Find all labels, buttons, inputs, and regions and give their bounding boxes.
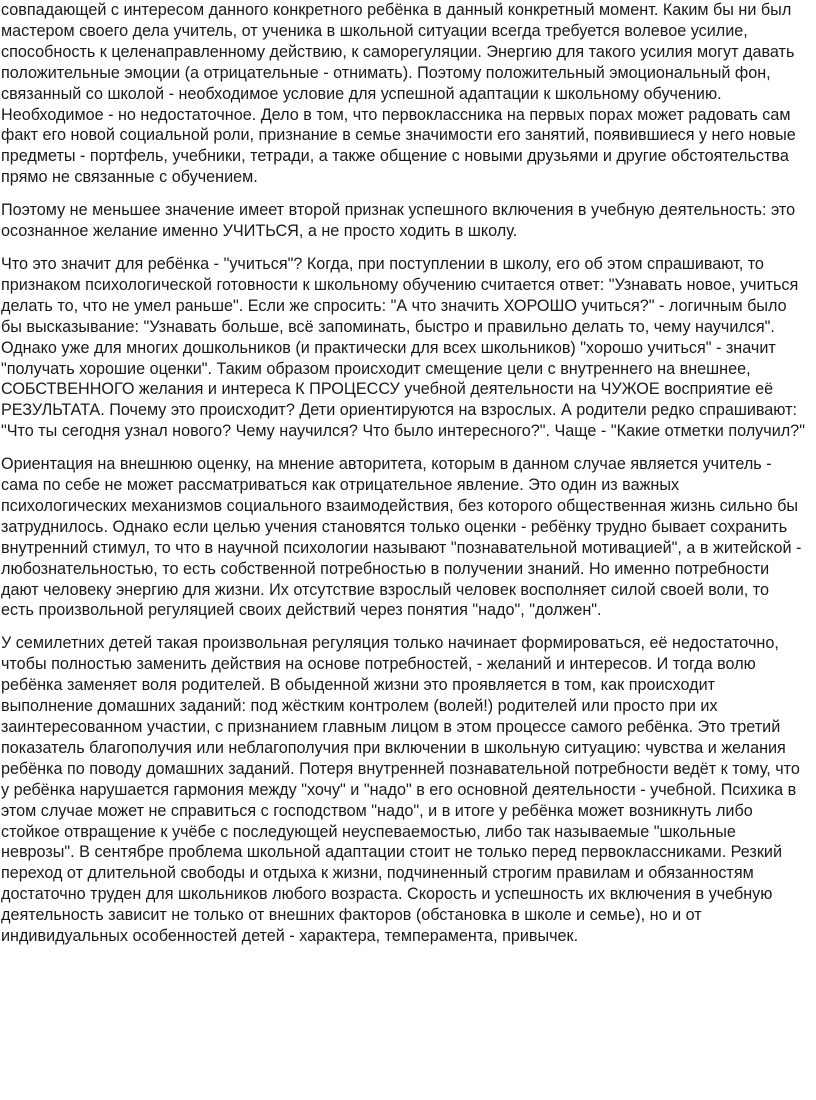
paragraph-3: Что это значит для ребёнка - "учиться"? Когда, при поступлении в школу, его об этом спрашивают, то признаком психологической готовности к школьному обучению считается ответ: "Узнавать новое, учиться делать то, что не умел раньше". Если же спросить: "А что значить ХОРОШО учиться?" - логичным было бы высказывание: "Узнавать больше, всё запоминать, быстро и правильно делать то, чему научился". Однако уже для многих дошкольников (и практически для всех школьников) "хорошо учиться" - значит "получать хорошие оценки". Таким образом происходит смещение цели с внутреннего на внешнее, СОБСТВЕННОГО желания и интереса К ПРОЦЕССУ учебной деятельности на ЧУЖОЕ восприятие её РЕЗУЛЬТАТА. Почему это происходит? Дети ориентируются на взрослых. А родители редко спрашивают: "Что ты сегодня узнал нового? Чему научился? Что было интересного?". Чаще - "Какие отметки получил?" — [1, 254, 805, 441]
paragraph-1: совпадающей с интересом данного конкретного ребёнка в данный конкретный момент. Каким бы ни был мастером своего дела учитель, от ученика в школьной ситуации всегда требуется волевое усилие, способность к целенаправленному действию, к саморегуляции. Энергию для такого усилия могут давать положительные эмоции (а отрицательные - отнимать). Поэтому положительный эмоциональный фон, связанный со школой - необходимое условие для успешной адаптации к школьному обучению. Необходимое - но недостаточное. Дело в том, что первоклассника на первых порах может радовать сам факт его новой социальной роли, признание в семье значимости его занятий, появившиеся у него новые предметы - портфель, учебники, тетради, а также общение с новыми друзьями и другие обстоятельства прямо не связанные с обучением. — [1, 1, 796, 187]
paragraph-2: Поэтому не меньшее значение имеет второй признак успешного включения в учебную деятельность: это осознанное желание именно УЧИТЬСЯ, а не просто ходить в школу. — [1, 201, 796, 241]
paragraph-5: У семилетних детей такая произвольная регуляция только начинает формироваться, её недостаточно, чтобы полностью заменить действия на основе потребностей, - желаний и интересов. И тогда волю ребёнка заменяет воля родителей. В обыденной жизни это проявляется в том, как происходит выполнение домашних заданий: под жёстким контролем (волей!) родителей или просто при их заинтересованном участии, с признанием главным лицом в этом процессе самого ребёнка. Это третий показатель благополучия или неблагополучия при включении в школьную ситуацию: чувства и желания ребёнка по поводу домашних заданий. Потеря внутренней познавательной потребности ведёт к тому, что у ребёнка нарушается гармония между "хочу" и "надо" в его основной деятельности - учебной. Психика в этом случае может не справиться с господством "надо", и в итоге у ребёнка может возникнуть либо стойкое отвращение к учёбе с последующей неуспеваемостью, либо так называемые "школьные неврозы". В сентябре проблема школьной адаптации стоит не только перед первоклассниками. Резкий переход от длительной свободы и отдыха к жизни, подчиненный строгим правилам и обязанностям достаточно труден для школьников любого возраста. Скорость и успешность их включения в учебную деятельность зависит не только от внешних факторов (обстановка в школе и семье), но и от индивидуальных особенностей детей - характера, темперамента, привычек. — [1, 634, 800, 946]
paragraph-4: Ориентация на внешнюю оценку, на мнение авторитета, которым в данном случае является учитель - сама по себе не может рассматриваться как отрицательное явление. Это один из важных психологических механизмов социального взаимодействия, без которого общественная жизнь сильно бы затруднилось. Однако если целью учения становятся только оценки - ребёнку трудно бывает сохранить внутренний стимул, то что в научной психологии называют "познавательной мотивацией", а в житейской - любознательностью, то есть собственной потребностью в получении знаний. Но именно потребности дают человеку энергию для жизни. Их отсутствие взрослый человек восполняет силой своей воли, то есть произвольной регуляцией своих действий через понятия "надо", "должен". — [1, 455, 802, 620]
